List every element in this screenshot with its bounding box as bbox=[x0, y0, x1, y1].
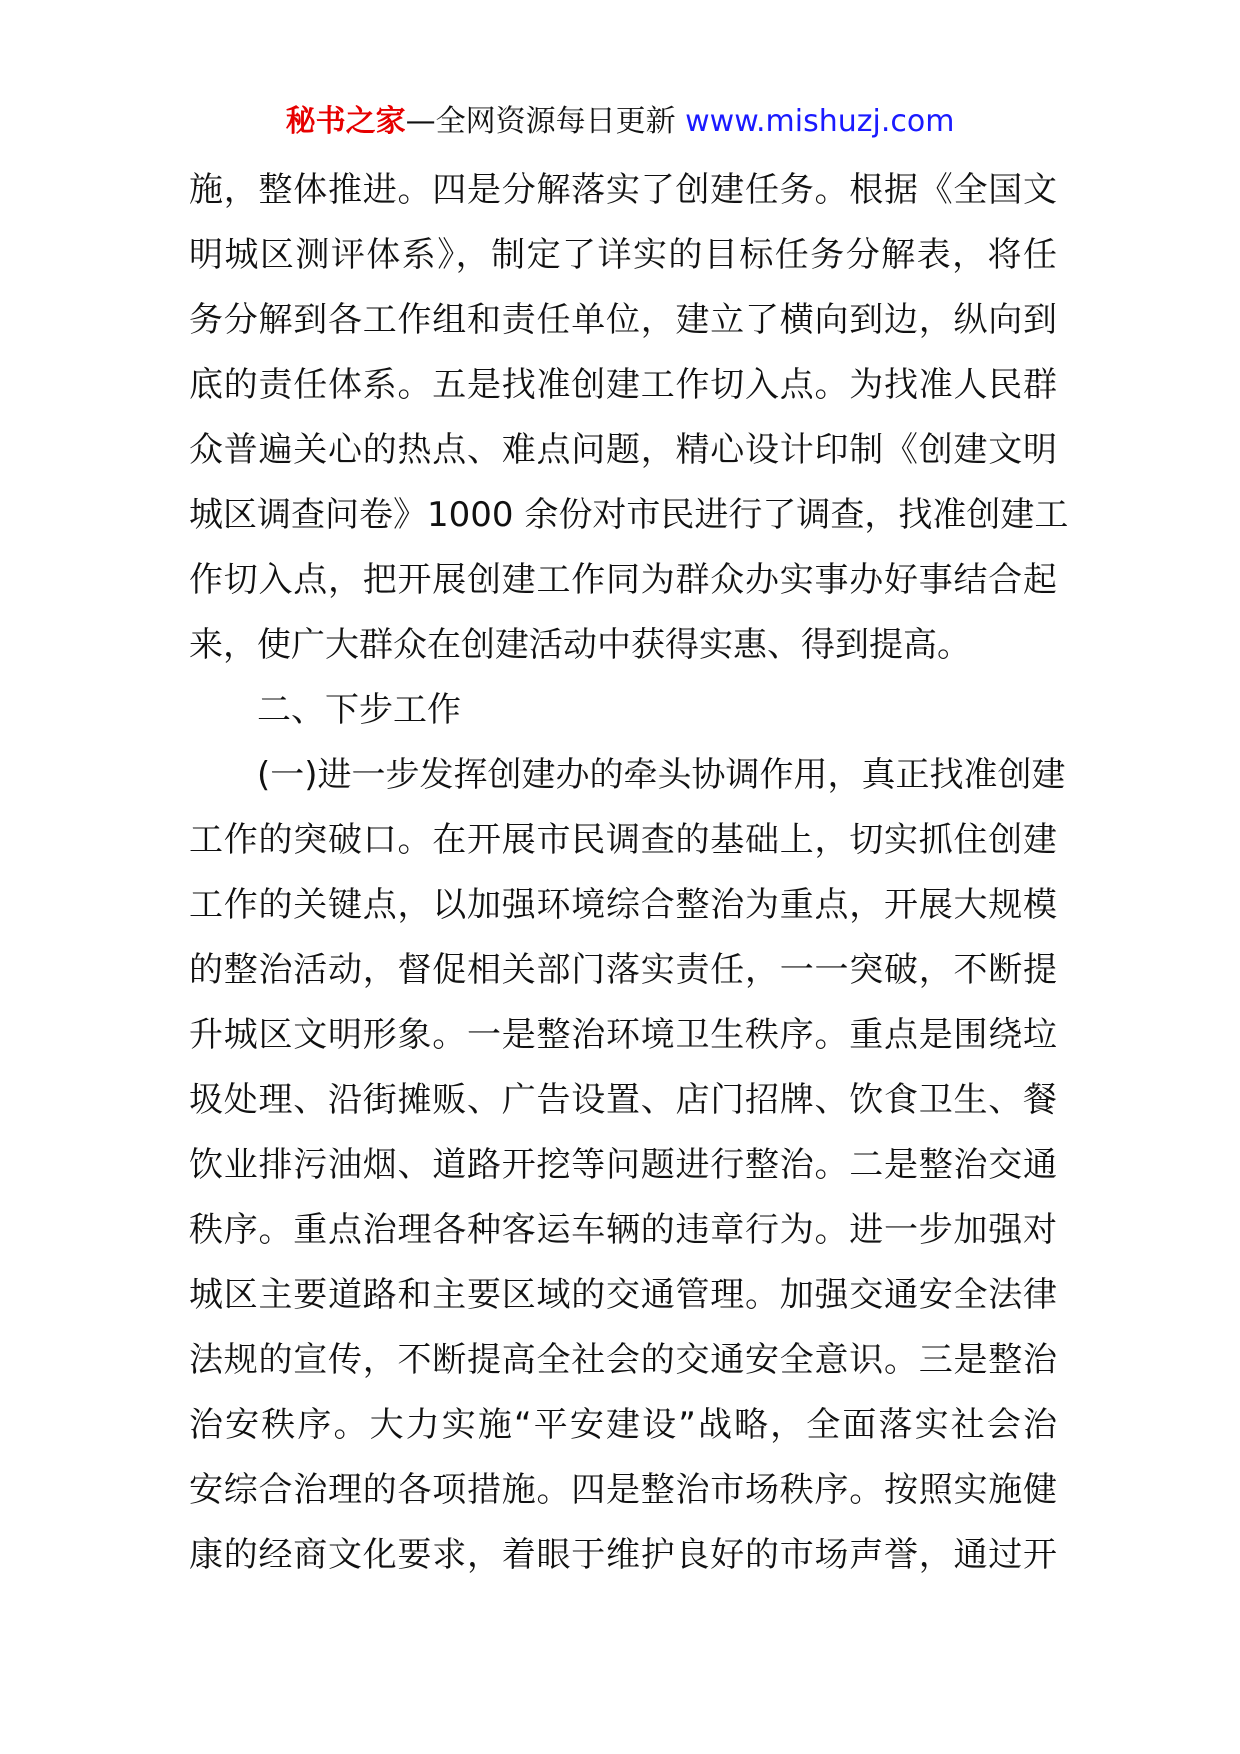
text-line: 城区调查问卷》1000 余份对市民进行了调查，找准创建工 bbox=[189, 495, 1069, 535]
site-slogan: —全网资源每日更新 bbox=[405, 104, 676, 139]
site-brand: 秘书之家 bbox=[285, 104, 406, 139]
text-line: 升城区文明形象。一是整治环境卫生秩序。重点是围绕垃 bbox=[189, 1015, 1057, 1055]
text-line: 明城区测评体系》，制定了详实的目标任务分解表，将任 bbox=[189, 235, 1057, 275]
text-line: 来，使广大群众在创建活动中获得实惠、得到提高。 bbox=[189, 625, 971, 665]
section-heading: 二、下步工作 bbox=[257, 690, 461, 730]
text-line: 城区主要道路和主要区域的交通管理。加强交通安全法律 bbox=[189, 1275, 1057, 1315]
text-line: 工作的突破口。在开展市民调查的基础上，切实抓住创建 bbox=[189, 820, 1057, 860]
site-url-link[interactable]: www.mishuzj.com bbox=[685, 104, 955, 139]
text-line: 的整治活动，督促相关部门落实责任，一一突破，不断提 bbox=[189, 950, 1057, 990]
text-line: 秩序。重点治理各种客运车辆的违章行为。进一步加强对 bbox=[189, 1210, 1057, 1250]
text-line: 工作的关键点，以加强环境综合整治为重点，开展大规模 bbox=[189, 885, 1057, 925]
text-line: (一)进一步发挥创建办的牵头协调作用，真正找准创建 bbox=[257, 755, 1066, 795]
text-line: 作切入点，把开展创建工作同为群众办实事办好事结合起 bbox=[189, 560, 1057, 600]
text-line: 饮业排污油烟、道路开挖等问题进行整治。二是整治交通 bbox=[189, 1145, 1057, 1185]
text-line: 康的经商文化要求，着眼于维护良好的市场声誉，通过开 bbox=[189, 1535, 1057, 1575]
site-header bbox=[0, 100, 1240, 144]
paragraph-next-steps bbox=[189, 743, 1066, 1588]
text-line: 治安秩序。大力实施“平安建设”战略，全面落实社会治 bbox=[189, 1405, 1057, 1445]
text-line: 施，整体推进。四是分解落实了创建任务。根据《全国文 bbox=[189, 170, 1057, 210]
paragraph-continuation bbox=[189, 158, 1069, 678]
text-line: 底的责任体系。五是找准创建工作切入点。为找准人民群 bbox=[189, 365, 1057, 405]
text-line: 众普遍关心的热点、难点问题，精心设计印制《创建文明 bbox=[189, 430, 1057, 470]
text-line: 圾处理、沿街摊贩、广告设置、店门招牌、饮食卫生、餐 bbox=[189, 1080, 1057, 1120]
text-line: 安综合治理的各项措施。四是整治市场秩序。按照实施健 bbox=[189, 1470, 1057, 1510]
document-body bbox=[189, 158, 1069, 1588]
text-line: 务分解到各工作组和责任单位，建立了横向到边，纵向到 bbox=[189, 300, 1057, 340]
text-line: 法规的宣传，不断提高全社会的交通安全意识。三是整治 bbox=[189, 1340, 1057, 1380]
